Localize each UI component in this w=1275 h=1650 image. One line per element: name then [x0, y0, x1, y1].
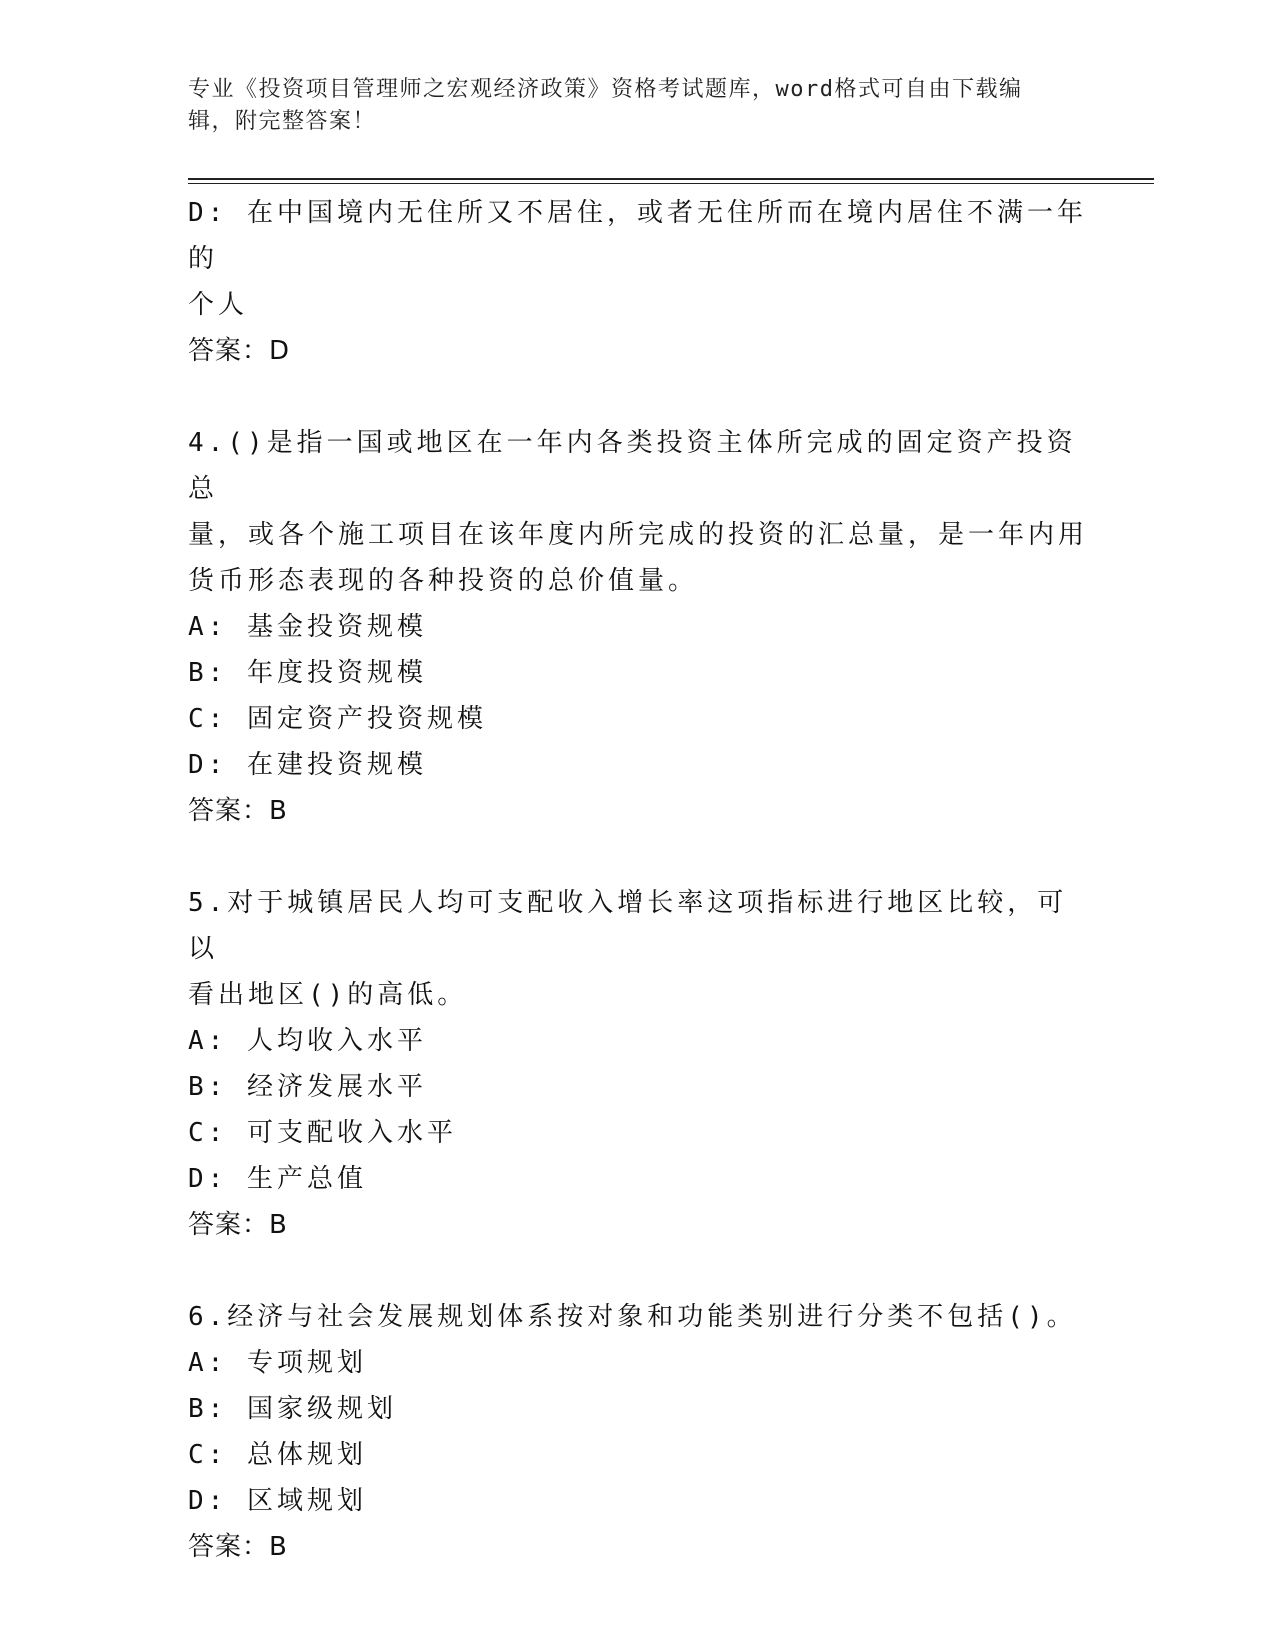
option-a: A: 基金投资规模 — [188, 612, 427, 642]
option-d: D: 在中国境内无住所又不居住，或者无住所而在境内居住不满一年的 — [188, 198, 1087, 274]
question-text: 货币形态表现的各种投资的总价值量。 — [188, 566, 699, 596]
option-d: D: 生产总值 — [188, 1164, 367, 1194]
option-d: D: 在建投资规模 — [188, 750, 427, 780]
option-a: A: 人均收入水平 — [188, 1026, 427, 1056]
header-rule-thick — [188, 178, 1154, 180]
question-3-tail — [188, 190, 1088, 374]
option-b: B: 年度投资规模 — [188, 658, 427, 688]
question-text: 量，或各个施工项目在该年度内所完成的投资的汇总量，是一年内用 — [188, 520, 1089, 550]
answer: 答案：B — [188, 796, 288, 826]
option-c: C: 固定资产投资规模 — [188, 704, 487, 734]
option-a: A: 专项规划 — [188, 1348, 367, 1378]
option-c: C: 可支配收入水平 — [188, 1118, 457, 1148]
option-b: B: 国家级规划 — [188, 1394, 397, 1424]
header-rule-thin — [188, 183, 1154, 184]
answer: 答案：D — [188, 336, 291, 366]
question-text: 看出地区()的高低。 — [188, 980, 468, 1010]
question-text: 6.经济与社会发展规划体系按对象和功能类别进行分类不包括()。 — [188, 1302, 1077, 1332]
option-d: D: 区域规划 — [188, 1486, 367, 1516]
document-body — [188, 190, 1088, 1570]
spacer — [188, 834, 1088, 880]
option-d-continued: 个人 — [188, 290, 249, 320]
option-c: C: 总体规划 — [188, 1440, 367, 1470]
document-header: 专业《投资项目管理师之宏观经济政策》资格考试题库，word格式可自由下载编辑，附完整答案！ — [188, 77, 1023, 134]
question-4 — [188, 420, 1088, 834]
question-5 — [188, 880, 1088, 1248]
option-b: B: 经济发展水平 — [188, 1072, 427, 1102]
answer: 答案：B — [188, 1210, 288, 1240]
answer: 答案：B — [188, 1532, 288, 1562]
spacer — [188, 1248, 1088, 1294]
question-text: 5.对于城镇居民人均可支配收入增长率这项指标进行地区比较，可以 — [188, 888, 1068, 964]
question-6 — [188, 1294, 1088, 1570]
spacer — [188, 374, 1088, 420]
question-text: 4.()是指一国或地区在一年内各类投资主体所完成的固定资产投资总 — [188, 428, 1077, 504]
